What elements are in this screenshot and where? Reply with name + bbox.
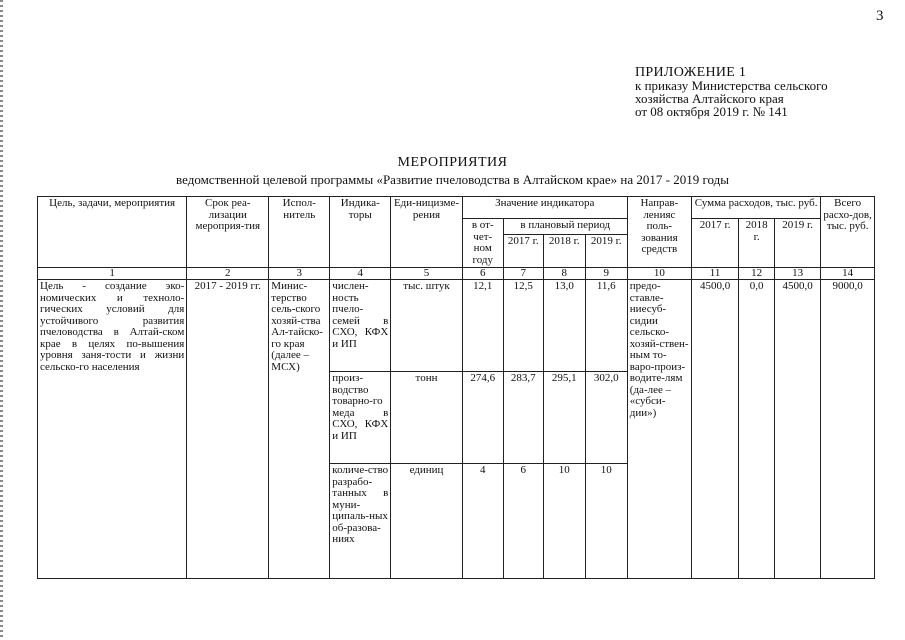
header-indicator-value: Значение индикатора — [462, 197, 627, 219]
indicator-cell: числен-ность пчело-семей в СХО, КФХ и ИП — [330, 280, 391, 372]
value-2018-cell: 295,1 — [543, 372, 585, 464]
value-reporting-cell: 274,6 — [462, 372, 503, 464]
executor-cell: Минис-терство сель-ского хозяй-ства Ал-тайско-го края (далее – МСХ) — [269, 280, 330, 579]
document-subtitle: ведомственной целевой программы «Развитие пчеловодства в Алтайском крае» на 2017 - 2019 годы — [176, 172, 729, 187]
indicator-cell: произ-водство товарно-го меда в СХО, КФХ и ИП — [330, 372, 391, 464]
value-2019-cell: 10 — [585, 464, 627, 579]
direction-cell: предо-ставле-ниесуб-сидии сельско-хозяй-ствен-ным то-варо-произ-водите-лям (да-лее – «субси-дии») — [627, 280, 691, 579]
expense-2017-cell: 4500,0 — [691, 280, 738, 579]
value-reporting-cell: 12,1 — [462, 280, 503, 372]
header-reporting-year: в от-чет-ном году — [462, 219, 503, 268]
unit-cell: тонн — [391, 372, 462, 464]
col-number: 7 — [503, 268, 543, 280]
header-exp-2019: 2019 г. — [774, 219, 820, 268]
col-number: 9 — [585, 268, 627, 280]
header-goal: Цель, задачи, мероприятия — [38, 197, 187, 268]
value-2019-cell: 11,6 — [585, 280, 627, 372]
binding-edge — [0, 0, 3, 640]
value-2018-cell: 10 — [543, 464, 585, 579]
col-number: 12 — [739, 268, 775, 280]
header-executor: Испол-нитель — [269, 197, 330, 268]
value-2019-cell: 302,0 — [585, 372, 627, 464]
value-2018-cell: 13,0 — [543, 280, 585, 372]
value-2017-cell: 6 — [503, 464, 543, 579]
measures-table — [37, 196, 875, 579]
header-year-2019: 2019 г. — [585, 234, 627, 267]
header-direction: Направ-ленияс поль-зования средств — [627, 197, 691, 268]
header-total: Всего расхо-дов, тыс. руб. — [821, 197, 875, 268]
page-number: 3 — [876, 8, 884, 24]
value-2017-cell: 12,5 — [503, 280, 543, 372]
value-reporting-cell: 4 — [462, 464, 503, 579]
header-planning-period: в плановый период — [503, 219, 627, 235]
document-title: МЕРОПРИЯТИЯ — [397, 155, 508, 170]
col-number: 8 — [543, 268, 585, 280]
col-number: 6 — [462, 268, 503, 280]
unit-cell: тыс. штук — [391, 280, 462, 372]
header-unit: Еди-ницизме-рения — [391, 197, 462, 268]
col-number: 2 — [187, 268, 269, 280]
appendix-line-2: хозяйства Алтайского края — [635, 91, 784, 106]
header-exp-2018: 2018 г. — [739, 219, 775, 268]
value-2017-cell: 283,7 — [503, 372, 543, 464]
unit-cell: единиц — [391, 464, 462, 579]
header-term: Срок реа-лизации мероприя-тия — [187, 197, 269, 268]
indicator-cell: количе-ство разрабо-танных в муни-ципаль-ных об-разова-ниях — [330, 464, 391, 579]
term-cell: 2017 - 2019 гг. — [187, 280, 269, 579]
appendix-block — [635, 66, 828, 118]
appendix-heading: ПРИЛОЖЕНИЕ 1 — [635, 65, 747, 80]
expense-2019-cell: 4500,0 — [774, 280, 820, 579]
expense-2018-cell: 0,0 — [739, 280, 775, 579]
col-number: 1 — [38, 268, 187, 280]
col-number: 5 — [391, 268, 462, 280]
col-number: 14 — [821, 268, 875, 280]
header-expenses: Сумма расходов, тыс. руб. — [691, 197, 820, 219]
goal-cell: Цель - создание эко-номических и техноло-гических условий для устойчивого развития пчеловодства в Алтай-ском крае в целях по-вышения уровня заня-тости и жизни сельско-го населения — [38, 280, 187, 579]
col-number: 3 — [269, 268, 330, 280]
header-indicators: Индика-торы — [330, 197, 391, 268]
col-number: 13 — [774, 268, 820, 280]
col-number: 4 — [330, 268, 391, 280]
header-year-2018: 2018 г. — [543, 234, 585, 267]
col-number: 10 — [627, 268, 691, 280]
col-number: 11 — [691, 268, 738, 280]
header-year-2017: 2017 г. — [503, 234, 543, 267]
appendix-line-3: от 08 октября 2019 г. № 141 — [635, 104, 788, 119]
appendix-line-1: к приказу Министерства сельского — [635, 78, 828, 93]
header-exp-2017: 2017 г. — [691, 219, 738, 268]
expense-total-cell: 9000,0 — [821, 280, 875, 579]
